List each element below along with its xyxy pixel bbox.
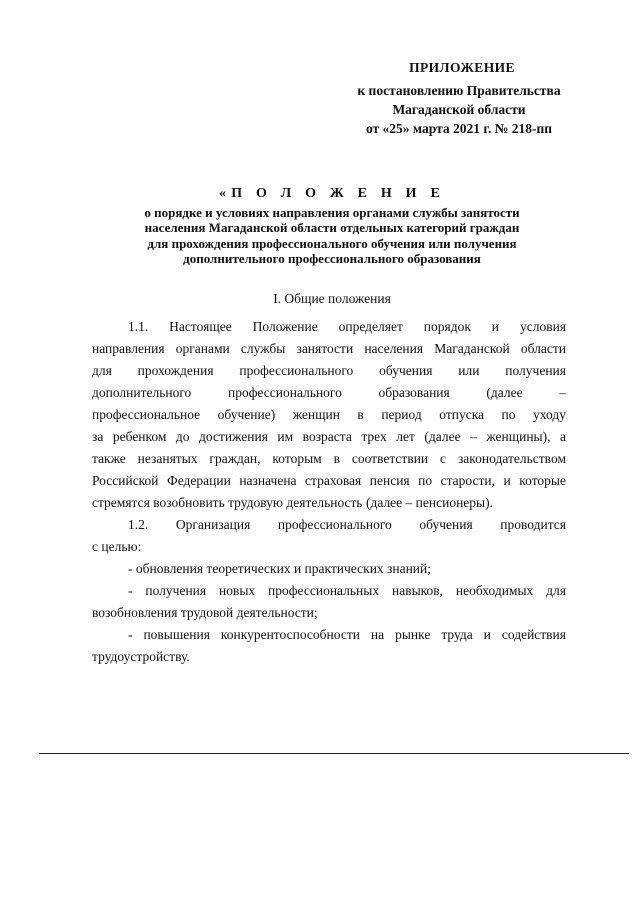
section-title: I. Общие положения	[273, 291, 391, 306]
document-heading: «П О Л О Ж Е Н И Е	[219, 186, 445, 201]
paragraph-1-2	[92, 514, 566, 558]
appendix-date-number: от «25» марта 2021 г. № 218-пп	[365, 121, 553, 136]
list-item-line: возобновления трудовой деятельности;	[92, 605, 318, 620]
list-item-line: - повышения конкурентоспособности на рынке труда и содействия	[128, 627, 566, 642]
paragraph-1-1	[92, 316, 566, 514]
document-title-line: для прохождения профессионального обучения или получения	[147, 235, 517, 251]
list-item-3	[92, 624, 566, 668]
paragraph-line: профессиональное обучение) женщин в период отпуска по уходу	[92, 407, 566, 422]
paragraph-line: направления органами службы занятости населения Магаданской области	[92, 341, 566, 356]
document-title-line: населения Магаданской области отдельных категорий граждан	[144, 220, 520, 235]
appendix-title: ПРИЛОЖЕНИЕ	[409, 60, 515, 75]
list-item-line: - обновления теоретических и практических знаний;	[128, 561, 432, 576]
paragraph-line: дополнительного профессионального образования (далее –	[92, 385, 566, 400]
document-title-line: дополнительного профессионального образования	[183, 251, 481, 266]
paragraph-line: с целью:	[92, 539, 142, 554]
document-title-line: о порядке и условиях направления органами службы занятости	[144, 204, 520, 220]
paragraph-line: за ребенком до достижения им возраста трех лет (далее – женщины), а	[92, 429, 566, 444]
appendix-block	[330, 58, 588, 138]
list-item-2	[92, 580, 566, 624]
list-item-1	[92, 558, 566, 580]
list-item-line: трудоустройству.	[92, 649, 190, 664]
paragraph-line: стремятся возобновить трудовую деятельность (далее – пенсионеры).	[92, 495, 493, 510]
list-item-line: - получения новых профессиональных навыков, необходимых для	[128, 583, 566, 598]
document-title	[92, 186, 572, 267]
paragraph-line: 1.1. Настоящее Положение определяет порядок и условия	[128, 319, 566, 334]
paragraph-line: 1.2. Организация профессионального обучения проводится	[128, 517, 566, 532]
appendix-line: к постановлению Правительства	[357, 83, 561, 98]
paragraph-line: также незанятых граждан, которым в соответствии с законодательством	[92, 451, 566, 466]
footnote-divider	[39, 753, 629, 754]
paragraph-line: для прохождения профессионального обучения или получения	[92, 363, 566, 378]
appendix-line: Магаданской области	[392, 102, 526, 117]
paragraph-line: Российской Федерации назначена страховая пенсия по старости, и которые	[92, 473, 566, 488]
